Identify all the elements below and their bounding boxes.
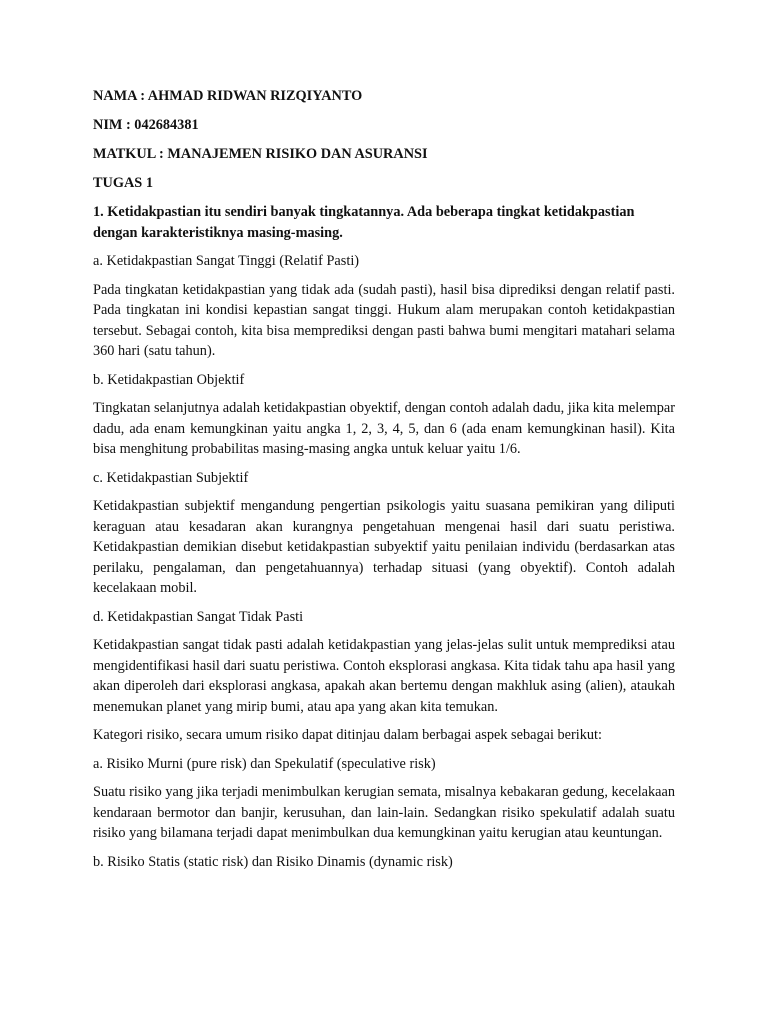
section-a-body: Pada tingkatan ketidakpastian yang tidak ada (sudah pasti), hasil bisa diprediksi dengan relatif pasti. Pada tingkatan ini kondisi kepastian sangat tinggi. Hukum alam merupakan contoh ketidakpastian tersebut. Sebagai contoh, kita bisa memprediksi dengan pasti bahwa bumi mengitari matahari selama 360 hari (satu tahun).: [93, 281, 675, 359]
section-c-body: Ketidakpastian subjektif mengandung pengertian psikologis yaitu suasana pemikiran yang diliputi keraguan atau kesadaran akan kurangnya pengetahuan mengenai hasil dari suatu peristiwa. Ketidakpastian demikian disebut ketidakpastian subyektif yaitu penilaian individu (berdasarkan atas perilaku, pengalaman, dan pengetahuannya) terhadap situasi (yang obyektif). Contoh adalah kecelakaan mobil.: [93, 498, 675, 596]
section-b-title: b. Ketidakpastian Objektif: [93, 371, 245, 388]
risk-a-title: a. Risiko Murni (pure risk) dan Spekulatif (speculative risk): [93, 755, 436, 772]
student-name: NAMA : AHMAD RIDWAN RIZQIYANTO: [93, 88, 363, 104]
risk-category-intro: Kategori risiko, secara umum risiko dapat ditinjau dalam berbagai aspek sebagai berikut:: [93, 727, 602, 743]
section-c-title: c. Ketidakpastian Subjektif: [93, 469, 249, 486]
risk-a-body: Suatu risiko yang jika terjadi menimbulkan kerugian semata, misalnya kebakaran gedung, kecelakaan kendaraan bermotor dan banjir, kerusuhan, dan lain-lain. Sedangkan risiko spekulatif adalah suatu risiko yang bilamana terjadi dapat menimbulkan dua kemungkinan yaitu kerugian atau keuntungan.: [93, 784, 675, 841]
risk-b-title: b. Risiko Statis (static risk) dan Risiko Dinamis (dynamic risk): [93, 853, 453, 870]
section-d-body: Ketidakpastian sangat tidak pasti adalah ketidakpastian yang jelas-jelas sulit untuk memprediksi atau mengidentifikasi hasil dari suatu peristiwa. Contoh eksplorasi angkasa. Kita tidak tahu apa hasil yang akan diperoleh dari eksplorasi angkasa, apakah akan bertemu dengan makhluk asing (alien), ataukah menemukan planet yang mirip bumi, atau apa yang akan kita temukan.: [93, 637, 675, 715]
course-name: MATKUL : MANAJEMEN RISIKO DAN ASURANSI: [93, 146, 428, 162]
section-a-title: a. Ketidakpastian Sangat Tinggi (Relatif Pasti): [93, 253, 360, 269]
student-id: NIM : 042684381: [93, 117, 199, 133]
question-text: 1. Ketidakpastian itu sendiri banyak tingkatannya. Ada beberapa tingkat ketidakpastian dengan karakteristiknya masing-masing.: [93, 204, 635, 241]
assignment-title: TUGAS 1: [93, 175, 153, 191]
section-b-body: Tingkatan selanjutnya adalah ketidakpastian obyektif, dengan contoh adalah dadu, jika kita melempar dadu, ada enam kemungkinan yaitu angka 1, 2, 3, 4, 5, dan 6 (ada enam kemungkinan hasil). Kita bisa menghitung probabilitas masing-masing angka untuk keluar yaitu 1/6.: [93, 400, 675, 457]
section-d-title: d. Ketidakpastian Sangat Tidak Pasti: [93, 608, 304, 625]
